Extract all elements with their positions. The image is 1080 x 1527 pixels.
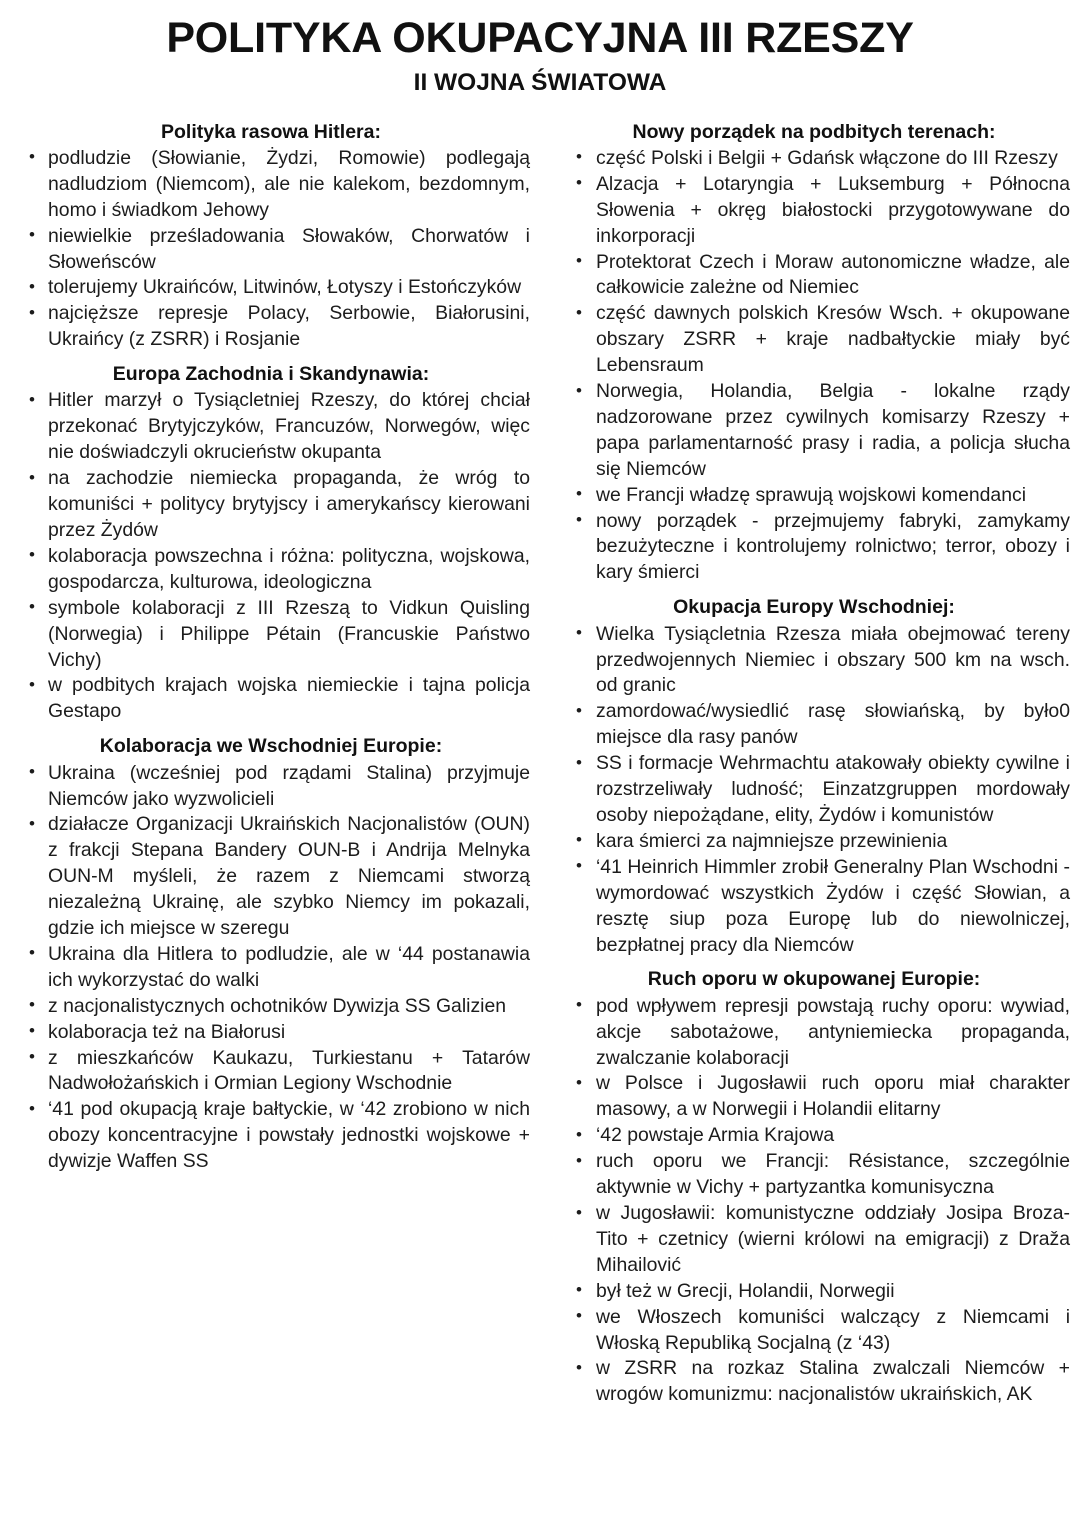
content-section: [558, 595, 1070, 958]
list-item-text: • pod wpływem represji powstają ruchy oporu: wywiad, akcje sabotażowe, antyniemiecka propaganda, zwalczanie kolaboracji: [596, 994, 1070, 1069]
list-item: [558, 1279, 1070, 1305]
list-item: [12, 761, 530, 813]
page-title: POLITYKA OKUPACYJNA III RZESZY: [166, 14, 914, 62]
list-item: [558, 146, 1070, 172]
list-item-text: • Hitler marzył o Tysiącletniej Rzeszy, do której chciał przekonać Brytyjczyków, Francuzów, Norwegów, więc nie doświadczyli okrucieństw okupanta: [48, 389, 530, 464]
section-heading: Nowy porządek na podbitych terenach:: [632, 120, 996, 143]
list-item-text: • kara śmierci za najmniejsze przewinienia: [596, 829, 948, 852]
list-item: [558, 483, 1070, 509]
list-item: [12, 942, 530, 994]
content-section: [12, 120, 530, 354]
list-item-text: • w ZSRR na rozkaz Stalina zwalczali Niemców + wrogów komunizmu: nacjonalistów ukraińskich, AK: [596, 1357, 1070, 1406]
list-item-text: • nowy porządek - przejmujemy fabryki, zamykamy bezużyteczne i kontrolujemy rolnictwo; terror, obozy i kary śmierci: [596, 509, 1070, 584]
list-item-text: • na zachodzie niemiecka propaganda, że wróg to komuniści + politycy brytyjscy i amerykańscy kierowani przez Żydów: [48, 467, 530, 542]
list-item: [12, 1046, 530, 1098]
list-item-text: • zamordować/wysiedlić rasę słowiańską, by było0 miejsce dla rasy panów: [596, 700, 1070, 749]
list-item-text: • Protektorat Czech i Moraw autonomiczne władze, ale całkowicie zależne od Niemiec: [596, 250, 1070, 299]
bullet-list: [558, 622, 1070, 959]
list-item: [558, 1305, 1070, 1357]
list-item: [558, 1201, 1070, 1279]
list-item: [558, 379, 1070, 483]
list-item: [558, 829, 1070, 855]
list-item: [558, 1123, 1070, 1149]
list-item: [558, 622, 1070, 700]
list-item-text: • tolerujemy Ukraińców, Litwinów, Łotyszy i Estończyków: [48, 276, 522, 299]
list-item: [558, 1356, 1070, 1408]
content-section: [12, 734, 530, 1175]
bullet-list: [12, 146, 530, 353]
right-column: [536, 120, 1070, 1409]
list-item: [12, 301, 530, 353]
list-item-text: • w Polsce i Jugosławii ruch oporu miał charakter masowy, a w Norwegii i Holandii elitarny: [596, 1072, 1070, 1121]
section-heading: Ruch oporu w okupowanej Europie:: [647, 968, 981, 991]
bullet-list: [12, 388, 530, 725]
left-column: [12, 120, 536, 1176]
list-item: [12, 994, 530, 1020]
list-item: [558, 509, 1070, 587]
list-item-text: • symbole kolaboracji z III Rzeszą to Vidkun Quisling (Norwegia) i Philippe Pétain (Francuskie Państwo Vichy): [48, 596, 530, 671]
list-item: [12, 388, 530, 466]
section-heading: Kolaboracja we Wschodniej Europie:: [99, 735, 443, 758]
list-item: [12, 544, 530, 596]
list-item-text: • Wielka Tysiącletnia Rzesza miała obejmować tereny przedwojennych Niemiec i obszary 500 km na wsch. od granic: [596, 622, 1070, 697]
bullet-list: [558, 994, 1070, 1409]
list-item: [558, 699, 1070, 751]
list-item-text: • część Polski i Belgii + Gdańsk włączone do III Rzeszy: [596, 146, 1058, 169]
list-item: [558, 994, 1070, 1072]
page-subtitle: II WOJNA ŚWIATOWA: [413, 69, 667, 97]
list-item-text: • w podbitych krajach wojska niemieckie i tajna policja Gestapo: [48, 674, 530, 723]
list-item-text: • ‘41 pod okupacją kraje bałtyckie, w ‘42 zrobiono w nich obozy koncentracyjne i powstały jednostki wojskowe + dywizje Waffen SS: [48, 1098, 530, 1173]
list-item-text: • z mieszkańców Kaukazu, Turkiestanu + Tatarów Nadwołożańskich i Ormian Legiony Wschodnie: [48, 1046, 530, 1095]
list-item: [12, 146, 530, 224]
section-heading: Europa Zachodnia i Skandynawia:: [112, 363, 430, 386]
list-item: [558, 751, 1070, 829]
list-item: [558, 1149, 1070, 1201]
content-section: [12, 362, 530, 725]
list-item-text: • niewielkie prześladowania Słowaków, Chorwatów i Słoweńsców: [48, 224, 530, 273]
list-item: [12, 224, 530, 276]
list-item-text: • ‘42 powstaje Armia Krajowa: [596, 1124, 835, 1147]
list-item: [558, 250, 1070, 302]
list-item: [12, 466, 530, 544]
list-item-text: • był też w Grecji, Holandii, Norwegii: [596, 1279, 895, 1302]
bullet-list: [558, 146, 1070, 586]
list-item-text: • w Jugosławii: komunistyczne oddziały Josipa Broza-Tito + czetnicy (wierni królowi na emigracji) z Draža Mihailović: [596, 1202, 1070, 1276]
section-heading: Okupacja Europy Wschodniej:: [673, 596, 955, 619]
list-item-text: • Ukraina (wcześniej pod rządami Stalina) przyjmuje Niemców jako wyzwolicieli: [48, 761, 530, 810]
list-item: [558, 301, 1070, 379]
content-section: [558, 967, 1070, 1408]
list-item-text: • Norwegia, Holandia, Belgia - lokalne rządy nadzorowane przez cywilnych komisarzy Rzeszy + papa parlamentarność prasy i radia, a policja słucha się Niemców: [596, 380, 1070, 480]
title-block: [0, 0, 1080, 98]
list-item: [12, 1097, 530, 1175]
list-item-text: • ‘41 Heinrich Himmler zrobił Generalny Plan Wschodni - wymordować wszystkich Żydów i część Słowian, a resztę siup poza Europę lub do niewolniczej, bezpłatnej pracy dla Niemców: [596, 855, 1070, 956]
list-item-text: • z nacjonalistycznych ochotników Dywizja SS Galizien: [48, 994, 507, 1017]
list-item-text: • ruch oporu we Francji: Résistance, szczególnie aktywnie w Vichy + partyzantka komunisyczna: [596, 1150, 1070, 1199]
list-item-text: • kolaboracja powszechna i różna: polityczna, wojskowa, gospodarcza, kulturowa, ideologiczna: [48, 544, 530, 593]
list-item-text: • Ukraina dla Hitlera to podludzie, ale w ‘44 postanawia ich wykorzystać do walki: [48, 942, 530, 991]
list-item-text: • działacze Organizacji Ukraińskich Nacjonalistów (OUN) z frakcji Stepana Bandery OUN-B i Andrija Melnyka OUN-M myśleli, że razem z Niemcami stworzą niezależną Ukrainę, ale szybko Niemcy im pokazali, gdzie ich miejsce w szeregu: [48, 813, 530, 940]
list-item: [12, 673, 530, 725]
list-item-text: • Alzacja + Lotaryngia + Luksemburg + Północna Słowenia + okręg białostocki przygotowywane do inkorporacji: [596, 172, 1070, 247]
list-item: [12, 275, 530, 301]
list-item-text: • we Włoszech komuniści walczący z Niemcami i Włoską Republiką Socjalną (z ‘43): [596, 1305, 1070, 1354]
list-item: [12, 812, 530, 942]
list-item-text: • SS i formacje Wehrmachtu atakowały obiekty cywilne i rozstrzeliwały ludność; Einzatzgruppen mordowały osoby niepożądane, elity, Żydów i komunistów: [596, 752, 1070, 826]
list-item: [558, 855, 1070, 959]
two-column-body: [0, 120, 1080, 1409]
list-item: [12, 596, 530, 674]
list-item-text: • we Francji władzę sprawują wojskowi komendanci: [596, 483, 1027, 506]
section-heading: Polityka rasowa Hitlera:: [160, 120, 381, 143]
content-section: [558, 120, 1070, 587]
list-item: [12, 1020, 530, 1046]
list-item-text: • kolaboracja też na Białorusi: [48, 1020, 286, 1043]
list-item-text: • podludzie (Słowianie, Żydzi, Romowie) podlegają nadludziom (Niemcom), ale nie kalekom, bezdomnym, homo i świadkom Jehowy: [48, 146, 530, 221]
list-item-text: • najcięższe represje Polacy, Serbowie, Białorusini, Ukraińcy (z ZSRR) i Rosjanie: [48, 302, 530, 351]
bullet-list: [12, 761, 530, 1176]
list-item: [558, 172, 1070, 250]
list-item-text: • część dawnych polskich Kresów Wsch. + okupowane obszary ZSRR + kraje nadbałtyckie miały być Lebensraum: [596, 302, 1070, 377]
list-item: [558, 1071, 1070, 1123]
